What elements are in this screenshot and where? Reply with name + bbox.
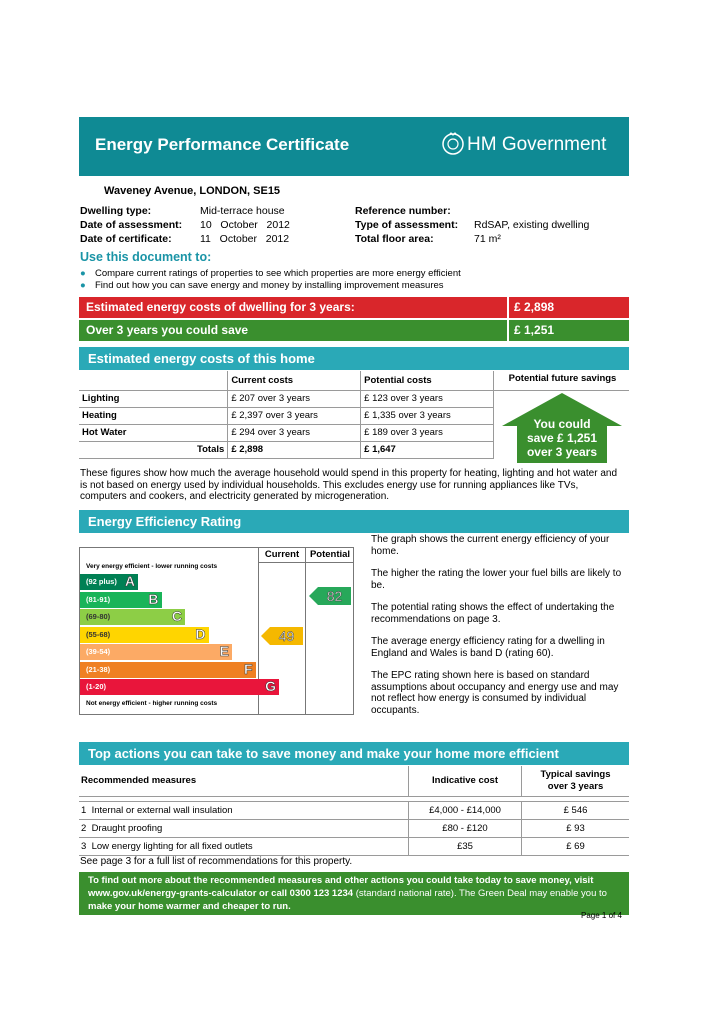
action-num: 2: [81, 822, 87, 834]
efficiency-paragraph: The potential rating shows the effect of undertaking the recommendations on page 3.: [371, 602, 615, 625]
savings-bar: [79, 320, 507, 341]
rating-band-a: [80, 574, 138, 590]
bullet-dot-icon: ●: [80, 268, 86, 279]
table-row: [79, 819, 629, 837]
actions-header-measures: Recommended measures: [79, 766, 409, 796]
actions-header-savings-2: over 3 years: [547, 780, 604, 792]
row-name: Hot Water: [79, 424, 228, 441]
actions-header-cost: Indicative cost: [409, 766, 522, 796]
rating-col-potential: Potential: [309, 549, 351, 560]
assessment-type-value: RdSAP, existing dwelling: [474, 219, 590, 231]
certificate-date-label: Date of certificate:: [80, 233, 172, 245]
costs-table: [79, 371, 494, 459]
efficiency-paragraph: The higher the rating the lower your fuel bills are likely to be.: [371, 568, 622, 591]
certificate-header: [79, 117, 629, 176]
rating-bottom-note: Not energy efficient - higher running costs: [86, 700, 218, 707]
rating-band-g: [80, 679, 279, 695]
action-measure: [79, 801, 409, 819]
savings-value-box: [509, 320, 629, 341]
table-row: [79, 407, 494, 424]
action-measure-text: Low energy lighting for all fixed outlets: [91, 840, 253, 852]
rating-col-current: Current: [264, 549, 300, 560]
estimated-cost-value-box: [509, 297, 629, 318]
page-number: Page 1 of 4: [581, 911, 622, 920]
rating-band-letter: B: [148, 590, 159, 607]
efficiency-paragraph: The graph shows the current energy efficiency of your home.: [371, 534, 610, 557]
hm-government-logo: HM Government: [467, 134, 607, 155]
total-current: £ 2,898: [228, 441, 361, 458]
dwelling-type-value: Mid-terrace house: [200, 205, 285, 217]
green-deal-footer: [79, 872, 629, 915]
rating-band-range: (55-68): [86, 629, 111, 639]
rating-band-letter: C: [171, 608, 182, 624]
savings-label: Over 3 years you could save: [86, 323, 249, 337]
rating-band-range: (69-80): [86, 612, 111, 621]
table-row-totals: [79, 441, 494, 458]
footer-line-3: make your home warmer and cheaper to run.: [88, 901, 291, 912]
floor-area-value: 71 m²: [474, 233, 501, 245]
costs-header-current: Current costs: [228, 371, 361, 390]
assessment-date-value: 10 October 2012: [200, 219, 290, 231]
action-measure-text: Internal or external wall insulation: [91, 804, 233, 816]
action-cost: £35: [409, 837, 522, 855]
table-row: [79, 837, 629, 855]
footer-rate: (standard national rate). The Green Deal may enable you to: [353, 888, 607, 899]
rating-top-note: Very energy efficient - lower running costs: [86, 563, 218, 570]
costs-header-savings: Potential future savings: [508, 373, 617, 384]
rating-band-letter: E: [219, 643, 229, 659]
rating-band-range: (21-38): [86, 664, 111, 674]
estimated-cost-value: £ 2,898: [514, 300, 555, 314]
rating-band-letter: D: [195, 625, 206, 642]
savings-house-line-2: save £ 1,251: [526, 431, 598, 445]
row-potential: £ 123 over 3 years: [361, 390, 494, 407]
row-potential: £ 189 over 3 years: [361, 424, 494, 441]
efficiency-section-title: Energy Efficiency Rating: [79, 510, 629, 533]
action-saving: £ 69: [522, 837, 630, 855]
rating-band-range: (81-91): [86, 594, 111, 604]
rating-band-letter: F: [243, 660, 253, 677]
row-current: £ 294 over 3 years: [228, 424, 361, 441]
use-doc-bullet-1: Compare current ratings of properties to see which properties are more energy efficient: [95, 268, 461, 279]
footer-phone: 0300 123 1234: [289, 888, 354, 899]
assessment-date-label: Date of assessment:: [80, 219, 183, 231]
efficiency-paragraph: The average energy efficiency rating for a dwelling in England and Wales is band D (rating 60).: [371, 636, 605, 659]
action-measure: [79, 819, 409, 837]
total-potential: £ 1,647: [361, 441, 494, 458]
costs-header-potential: Potential costs: [361, 371, 494, 390]
divider: [305, 547, 306, 715]
rating-band-e: [80, 644, 232, 660]
footer-link[interactable]: www.gov.uk/energy-grants-calculator or call: [88, 888, 290, 899]
action-measure: [79, 837, 409, 855]
reference-label: Reference number:: [355, 205, 451, 217]
floor-area-label: Total floor area:: [355, 233, 434, 245]
row-potential: £ 1,335 over 3 years: [361, 407, 494, 424]
rating-band-range: (1-20): [86, 682, 107, 691]
page-title: Energy Performance Certificate: [95, 135, 350, 154]
action-cost: £80 - £120: [409, 819, 522, 837]
action-cost: £4,000 - £14,000: [409, 801, 522, 819]
costs-note: These figures show how much the average household would spend in this property for heating, lighting and hot water and is not based on energy used by individual households. This excludes energy use for running appliances like TVs, computers and cookers, and electricity generated by microgeneration.: [80, 468, 618, 502]
estimated-cost-bar: [79, 297, 507, 318]
actions-section-title: Top actions you can take to save money and make your home more efficient: [79, 742, 629, 765]
totals-label: Totals: [79, 441, 228, 458]
costs-section-title: Estimated energy costs of this home: [79, 347, 629, 370]
savings-house-text: [517, 417, 607, 459]
table-row: [79, 801, 629, 819]
efficiency-explanation: [371, 534, 629, 716]
rating-band-letter: G: [265, 678, 276, 694]
use-doc-bullet-2: Find out how you can save energy and money by installing improvement measures: [95, 280, 444, 291]
action-saving: £ 546: [522, 801, 630, 819]
row-current: £ 2,397 over 3 years: [228, 407, 361, 424]
use-doc-title: Use this document to:: [80, 250, 212, 264]
row-name: Heating: [79, 407, 228, 424]
assessment-type-label: Type of assessment:: [355, 219, 459, 231]
see-page-note: See page 3 for a full list of recommendations for this property.: [80, 856, 353, 867]
divider: [258, 562, 354, 563]
dwelling-type-label: Dwelling type:: [80, 205, 152, 217]
potential-rating-arrow: [309, 587, 351, 610]
savings-house-line-1: You could: [533, 417, 591, 431]
action-num: 1: [81, 804, 87, 816]
potential-rating-value: 82: [326, 588, 343, 604]
rating-band-range: (92 plus): [86, 577, 117, 586]
action-saving: £ 93: [522, 819, 630, 837]
actions-header-savings-1: Typical savings: [540, 768, 611, 780]
actions-table: [79, 766, 629, 856]
rating-band-d: [80, 627, 209, 643]
bullet-dot-icon: ●: [80, 280, 86, 291]
royal-crest-icon: [441, 131, 465, 157]
rating-band-letter: A: [124, 573, 135, 589]
rating-band-range: (39-54): [86, 647, 111, 656]
current-rating-value: 49: [278, 628, 295, 645]
rating-band-b: [80, 592, 162, 608]
footer-line-2: [88, 887, 629, 900]
efficiency-paragraph: The EPC rating shown here is based on standard assumptions about occupancy and energy use and may not reflect how energy is consumed by individual occupants.: [371, 670, 619, 716]
row-current: £ 207 over 3 years: [228, 390, 361, 407]
table-row: [79, 390, 494, 407]
row-name: Lighting: [79, 390, 228, 407]
savings-value: £ 1,251: [514, 323, 555, 337]
divider: [494, 390, 629, 391]
actions-header-savings: [522, 766, 630, 796]
estimated-cost-label: Estimated energy costs of dwelling for 3 years:: [86, 300, 355, 314]
rating-band-c: [80, 609, 185, 625]
rating-band-f: [80, 662, 256, 678]
action-measure-text: Draught proofing: [91, 822, 163, 834]
certificate-date-value: 11 October 2012: [200, 233, 290, 245]
costs-header-blank: [79, 371, 228, 390]
current-rating-arrow: [261, 627, 303, 650]
savings-house-line-3: over 3 years: [526, 445, 598, 459]
table-row: [79, 424, 494, 441]
action-num: 3: [81, 840, 87, 852]
property-address: Waveney Avenue, LONDON, SE15: [104, 185, 281, 197]
footer-line-1: To find out more about the recommended measures and other actions you could take today to save money, visit: [88, 875, 594, 886]
